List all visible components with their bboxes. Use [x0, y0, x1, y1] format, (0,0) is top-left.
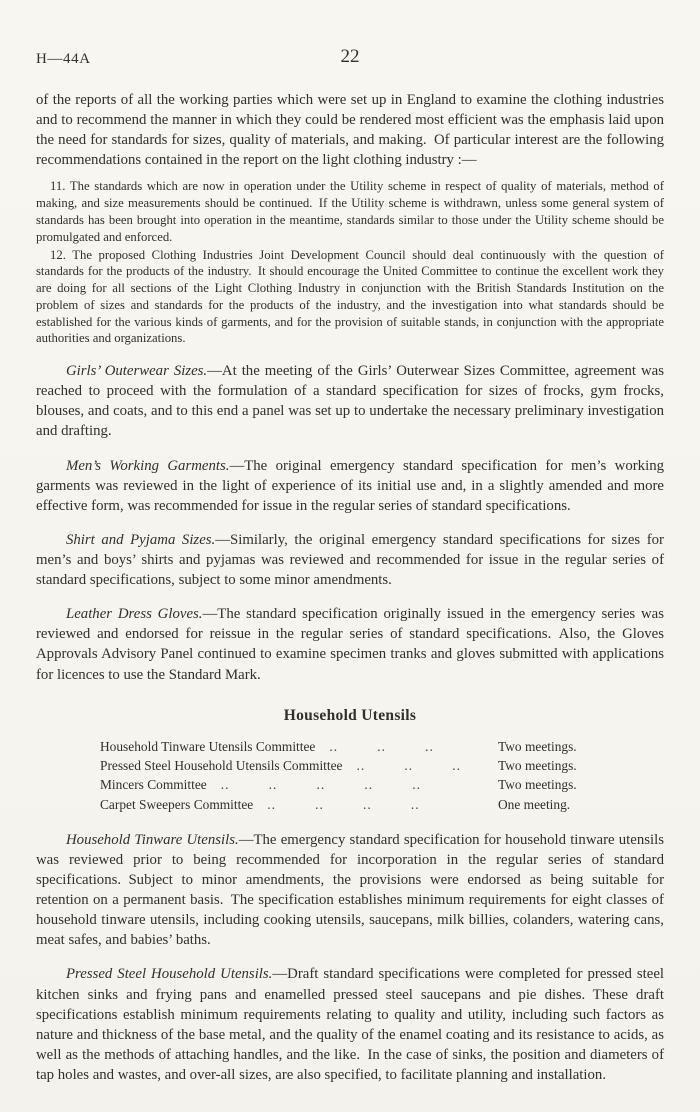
page-body — [36, 90, 664, 1085]
table-row — [100, 775, 602, 794]
paragraph-body-girls-outerwear: —At the meeting of the Girls’ Outerwear Sizes Committee, agreement was reached to proceed with the formulation of a standard specification for sizes of frocks, gym frocks, blouses, and coats, and to this end a panel was set up to undertake the necessary preliminary investigation and drafting. — [36, 363, 664, 440]
paragraph-body-household-tinware: —The emergency standard specification for household tinware utensils was reviewed prior to being recommended for incorporation in the regular series of standard specifications. Subject to minor amendments, the provisions were endorsed as being suitable for retention on a permanent basis. The specification establishes minimum requirements for eight classes of household tinware utensils, including cooking utensils, saucepans, milk billies, colanders, watering cans, meat safes, and babies’ baths. — [36, 831, 664, 949]
paragraph-lead-pressed-steel: Pressed Steel Household Utensils. — [66, 966, 273, 983]
paragraph-lead-household-tinware: Household Tinware Utensils. — [66, 831, 239, 848]
recommendation-item-12: 12. The proposed Clothing Industries Joint Development Council should deal continuously with the question of standards for the products of the industry. It should encourage the United Committee to continue the excellent work they are doing for all sections of the Light Clothing Industry in conjunction with the British Standards Institution on the problem of sizes and standards for the products of the industry, and the investigation into what standards should be established for the various kinds of garments, and for the provision of suitable stands, in conjunction with the appropriate authorities and organizations. — [36, 247, 664, 346]
intro-paragraph: of the reports of all the working parties which were set up in England to examine the clothing industries and to recommend the manner in which they could be rendered most efficient was the emphasis laid upon the need for standards for sizes, quality of materials, and making. Of particular interest are the following recommendations contained in the report on the light clothing industry :— — [36, 92, 664, 169]
page-number: 22 — [340, 46, 360, 67]
paragraph-lead-leather-gloves: Leather Dress Gloves. — [66, 606, 203, 623]
page-header — [36, 46, 664, 74]
committee-name: Household Tinware Utensils Committee — [100, 738, 316, 754]
paragraph-body-shirt-pyjama: —Similarly, the original emergency standard specifications for sizes for men’s and boys’ shirts and pyjamas was reviewed and recommended for issue in the regular series of standard specifications, subject to some minor amendments. — [36, 531, 664, 589]
paragraph-lead-shirt-pyjama: Shirt and Pyjama Sizes. — [66, 531, 216, 548]
committee-meetings-count: Two meetings. — [498, 757, 577, 773]
paragraph-body-leather-gloves: —The standard specification originally issued in the emergency series was reviewed and endorsed for reissue in the regular series of standard specifications. Also, the Gloves Approvals Advisory Panel continued to examine specimen tranks and gloves submitted with applications for licences to use the Standard Mark. — [36, 606, 664, 683]
paragraph-household-tinware — [36, 830, 664, 951]
dot-leader: .. .. .. .. — [267, 796, 420, 812]
recommendations-block — [36, 178, 664, 347]
section-heading-household-utensils: Household Utensils — [283, 706, 417, 724]
paragraph-mens-working-garments — [36, 456, 664, 516]
committee-meetings-count: Two meetings. — [498, 738, 577, 754]
recommendation-item-11: 11. The standards which are now in operation under the Utility scheme in respect of quality of materials, method of making, and size measurements should be continued. If the Utility scheme is withdrawn, unless some general system of standards has been brought into operation in the meantime, standards similar to those under the Utility scheme should be promulgated and enforced. — [36, 179, 664, 244]
paragraph-body-mens-working: —The original emergency standard specification for men’s working garments was reviewed in the light of experience of its initial use and, in a slightly amended and more effective form, was recommended for issue in the regular series of standard specifications. — [36, 457, 664, 514]
table-row — [100, 756, 602, 775]
dot-leader: .. .. .. .. .. — [220, 777, 421, 793]
doc-reference: H—44A — [36, 51, 91, 67]
paragraph-lead-mens-working: Men’s Working Garments. — [66, 457, 230, 474]
table-row — [100, 737, 602, 756]
committee-meetings-count: Two meetings. — [498, 777, 577, 793]
committee-meetings-table — [100, 737, 602, 814]
committee-meetings-count: One meeting. — [498, 796, 571, 812]
dot-leader: .. .. .. — [329, 738, 434, 754]
committee-name: Carpet Sweepers Committee — [100, 796, 254, 812]
table-row — [100, 795, 602, 814]
paragraph-body-pressed-steel: —Draft standard specifications were completed for pressed steel kitchen sinks and frying pans and enamelled pressed steel saucepans and pie dishes. These draft specifications establish minimum requirements relating to quality and utility, including such factors as nature and thickness of the base metal, and the quality of the enamel coating and its resistance to acids, as well as the methods of attaching handles, and the like. In the case of sinks, the position and diameters of tap holes and wastes, and over-all sizes, are also specified, to facilitate planning and installation. — [36, 966, 665, 1084]
paragraph-leather-dress-gloves — [36, 604, 664, 684]
paragraph-girls-outerwear-sizes — [36, 361, 664, 441]
committee-name: Mincers Committee — [100, 777, 207, 793]
paragraph-lead-girls-outerwear: Girls’ Outerwear Sizes. — [66, 363, 208, 380]
paragraph-pressed-steel — [36, 964, 664, 1085]
paragraph-shirt-pyjama-sizes — [36, 530, 664, 590]
dot-leader: .. .. .. — [356, 757, 461, 773]
committee-name: Pressed Steel Household Utensils Committee — [100, 757, 343, 773]
